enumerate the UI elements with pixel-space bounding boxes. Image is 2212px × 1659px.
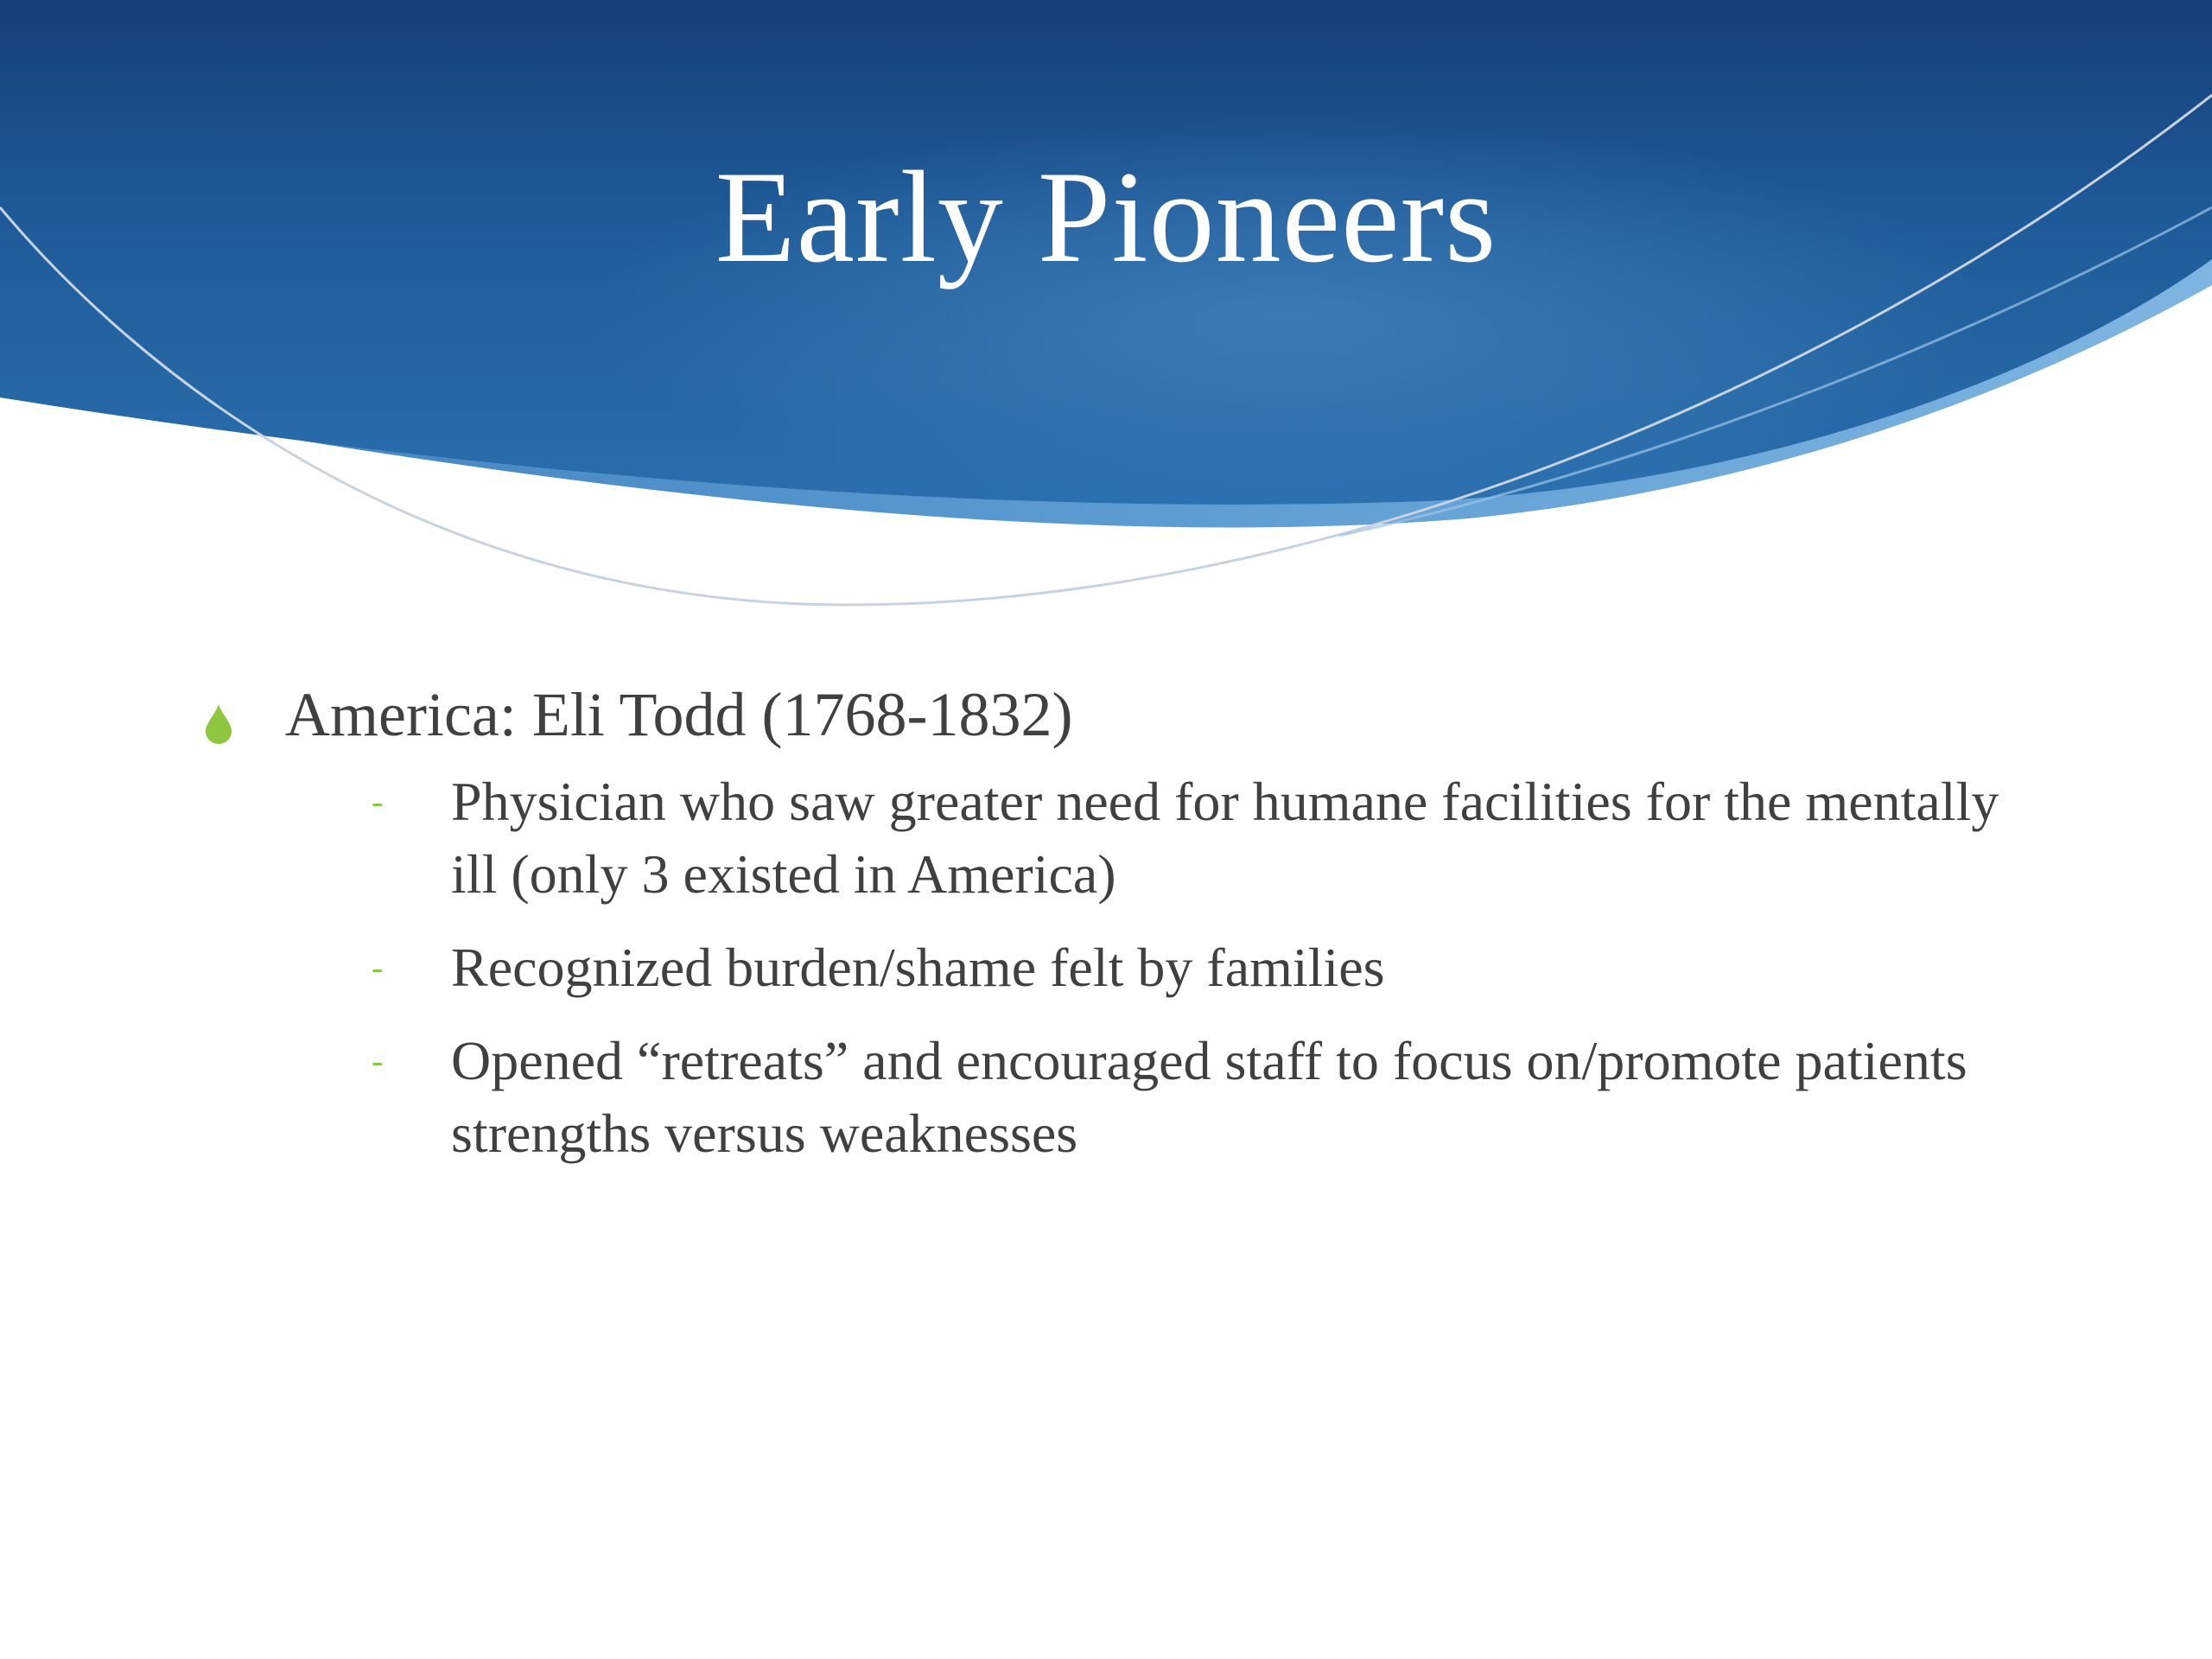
slide-content [200,678,2041,1191]
drop-icon [204,702,233,746]
sub-bullet-item [285,766,2041,911]
bullet-level-1 [200,678,2041,1170]
dash-marker: - [372,1040,384,1080]
dash-marker: - [372,781,384,821]
sub-bullet-text: Recognized burden/shame felt by families [451,936,1385,998]
sub-bullet-item [285,931,2041,1004]
sub-bullet-list [285,766,2041,1170]
sub-bullet-text: Physician who saw greater need for humane facilities for the mentally ill (only 3 existed in America) [451,770,1999,905]
sub-bullet-text: Opened “retreats” and encouraged staff to focus on/promote patients strengths versus weaknesses [451,1029,1967,1164]
slide-title: Early Pioneers [715,144,1497,289]
bullet-level-1-text: America: Eli Todd (1768-1832) [285,680,1073,749]
header-wave-background [0,0,2212,657]
dash-marker: - [372,947,384,987]
sub-bullet-item [285,1025,2041,1170]
